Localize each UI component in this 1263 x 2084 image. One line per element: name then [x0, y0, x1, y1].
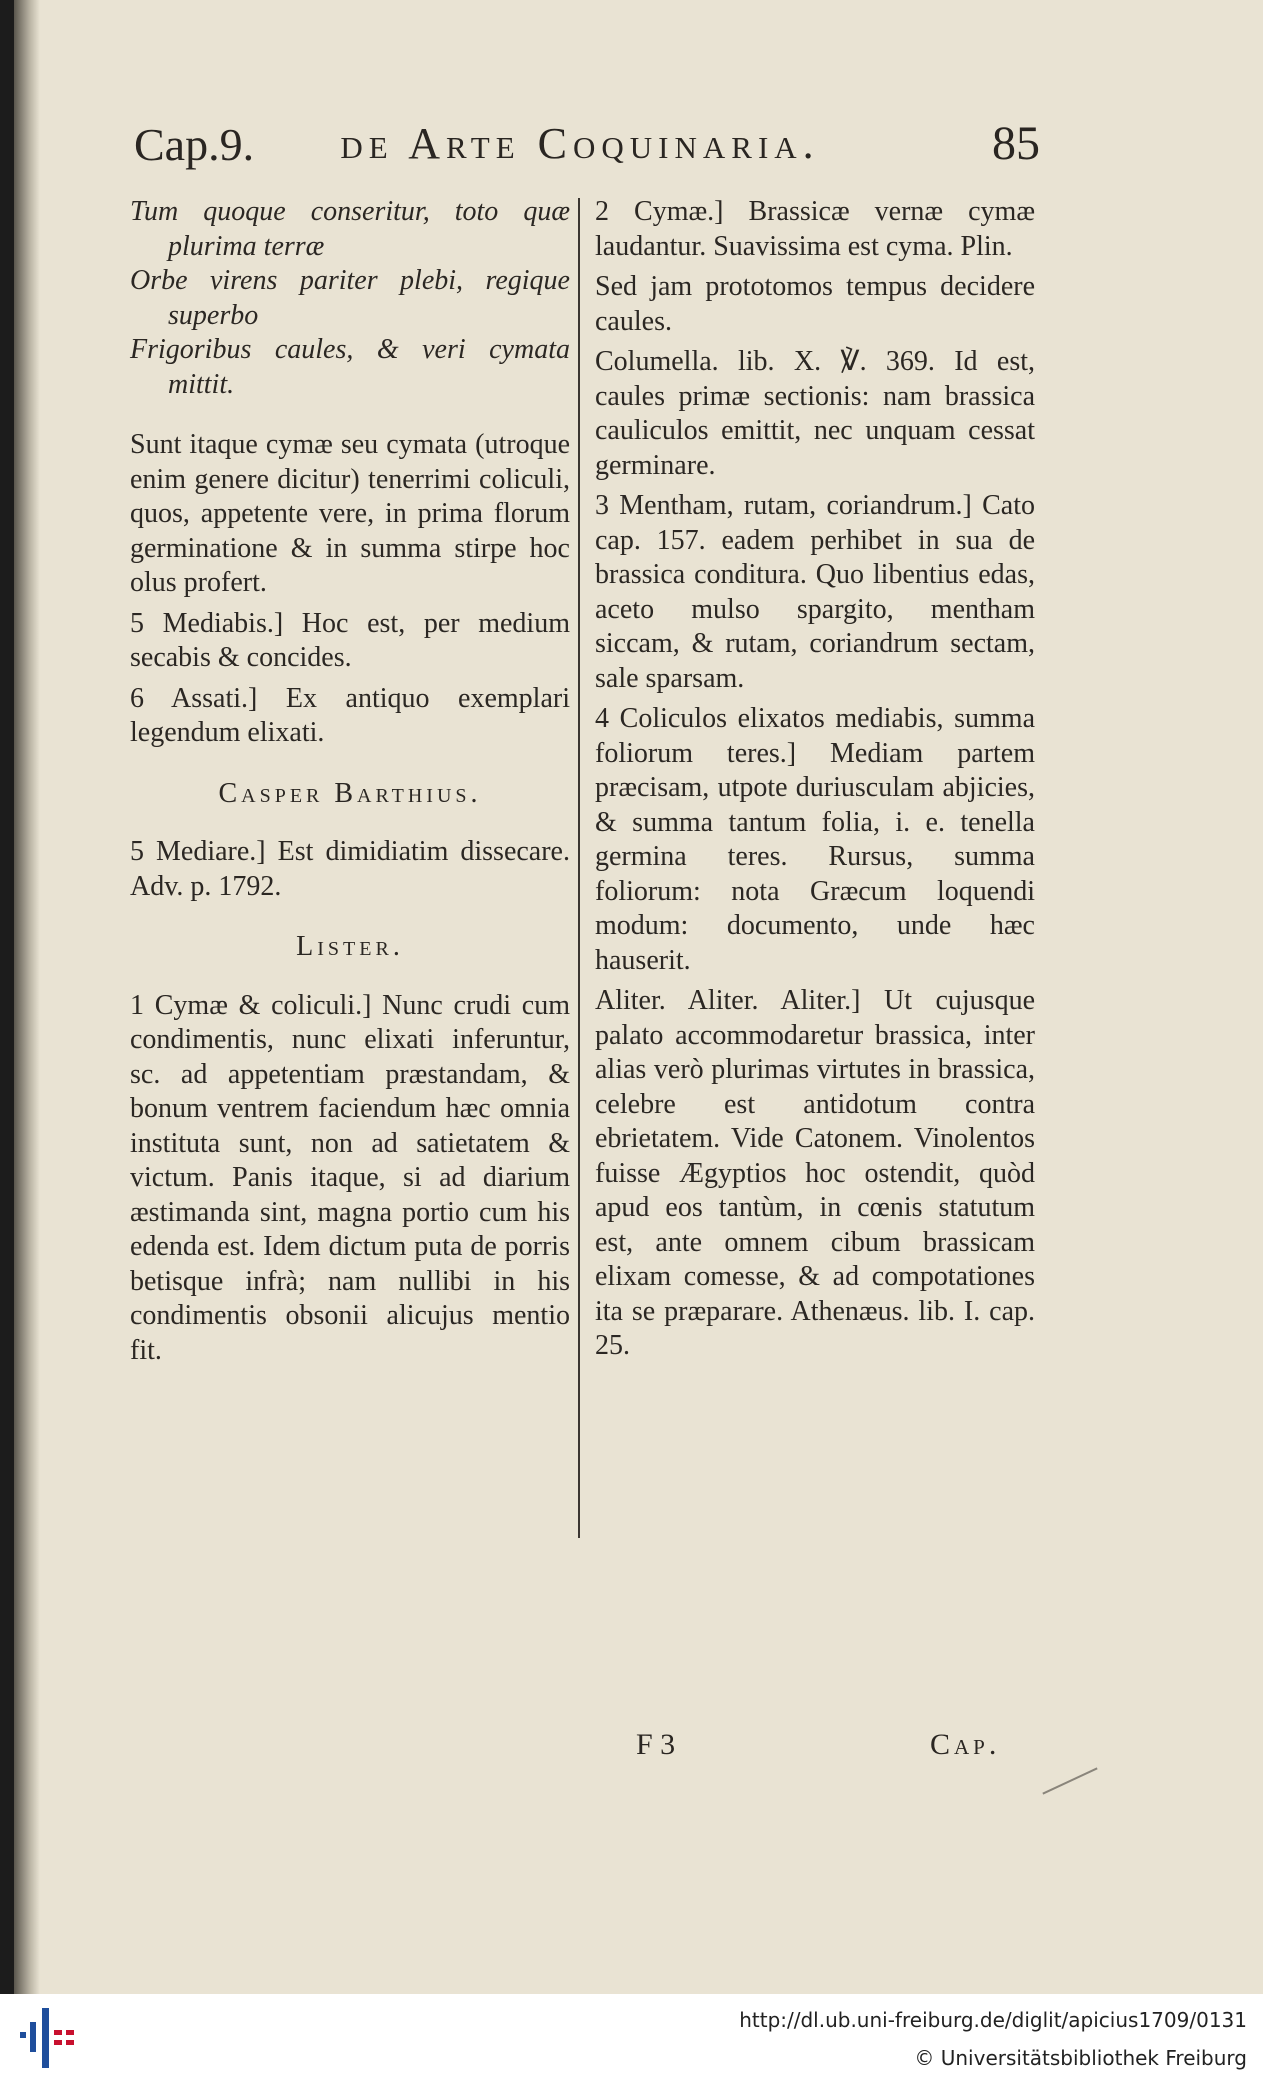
running-head: [120, 108, 1040, 178]
copyright-text: © Universitätsbibliothek Freiburg: [914, 2046, 1247, 2070]
permalink-url[interactable]: http://dl.ub.uni-freiburg.de/diglit/apicius1709/0131: [739, 2008, 1247, 2032]
section-heading: Lister.: [296, 931, 404, 962]
library-info-bar: [0, 1994, 1263, 2084]
signature-mark: F 3: [636, 1728, 676, 1761]
paragraph: 5 Mediare.] Est dimidiatim dissecare. Adv. p. 1792.: [130, 836, 570, 902]
left-column: [130, 195, 570, 1374]
paragraph: Sunt itaque cymæ seu cymata (utroque enim genere dicitur) tenerrimi coliculi, quos, appetente vere, in prima florum germinatione & in summa stirpe hoc olus profert.: [130, 429, 570, 598]
paragraph: Columella. lib. X. ℣. 369. Id est, caules primæ sectionis: nam brassica cauliculos emittit, nec unquam cessat germinare.: [595, 346, 1035, 481]
spacer: [130, 402, 570, 428]
right-column: [595, 195, 1035, 1370]
paragraph: Sed jam prototomos tempus decidere caules.: [595, 271, 1035, 337]
paragraph: 6 Assati.] Ex antiquo exemplari legendum elixati.: [130, 682, 570, 748]
section-heading: Casper Barthius.: [218, 777, 482, 809]
paragraph: Aliter. Aliter. Aliter.] Ut cujusque palato accommodaretur brassica, inter alias verò plurimas virtutes in brassica, celebre est antidotum contra ebrietatem. Vide Catonem. Vinolentos fuisse Ægyptios hoc ostendit, quòd apud eos tantùm, in cœnis statutum est, ante omnem cibum brassicam elixam comesse, & ad compotationes ita se præparare. Athenæus. lib. I. cap. 25.: [595, 985, 1035, 1361]
page-number: 85: [992, 117, 1040, 170]
paragraph: 5 Mediabis.] Hoc est, per medium secabis & concides.: [130, 607, 570, 673]
chapter-label: Cap.9.: [134, 119, 255, 170]
page-gutter-shadow: [14, 0, 40, 1994]
verse-line: Frigoribus caules, & veri cymata mittit.: [130, 334, 570, 400]
verse-line: Tum quoque conseritur, toto quæ plurima terræ: [130, 196, 570, 262]
paragraph: 3 Mentham, rutam, coriandrum.] Cato cap. 157. eadem perhibet in sua de brassica conditura. Quo libentius edas, aceto mulso spargito, mentham siccam, & rutam, coriandrum sectam, sale sparsam.: [595, 490, 1035, 694]
page-title: de Arte Coquinaria.: [340, 119, 820, 168]
paragraph: 4 Coliculos elixatos mediabis, summa foliorum teres.] Mediam partem præcisam, utpote duriusculam abjicies, & summa tantum folia, i. e. tenella germina teres. Rursus, summa foliorum: nota Græcum loquendi modum: documento, unde hæc hauserit.: [595, 703, 1035, 976]
paragraph: 1 Cymæ & coliculi.] Nunc crudi cum condimentis, nunc elixati inferuntur, sc. ad appetentiam præstandam, & bonum ventrem faciendum hæc omnia instituta sunt, non ad satietatem & victum. Panis itaque, si ad diarium æstimanda sint, magna portio cum his edenda est. Idem dictum puta de porris betisque infrà; nam nullibi in his condimentis obsonii alicujus mentio fit.: [130, 989, 570, 1366]
catchword: Cap.: [930, 1728, 1001, 1761]
verse-line: Orbe virens pariter plebi, regique superbo: [130, 265, 570, 331]
paragraph: 2 Cymæ.] Brassicæ vernæ cymæ laudantur. Suavissima est cyma. Plin.: [595, 196, 1035, 262]
library-logo-icon: [16, 2006, 76, 2070]
column-divider: [578, 198, 580, 1538]
